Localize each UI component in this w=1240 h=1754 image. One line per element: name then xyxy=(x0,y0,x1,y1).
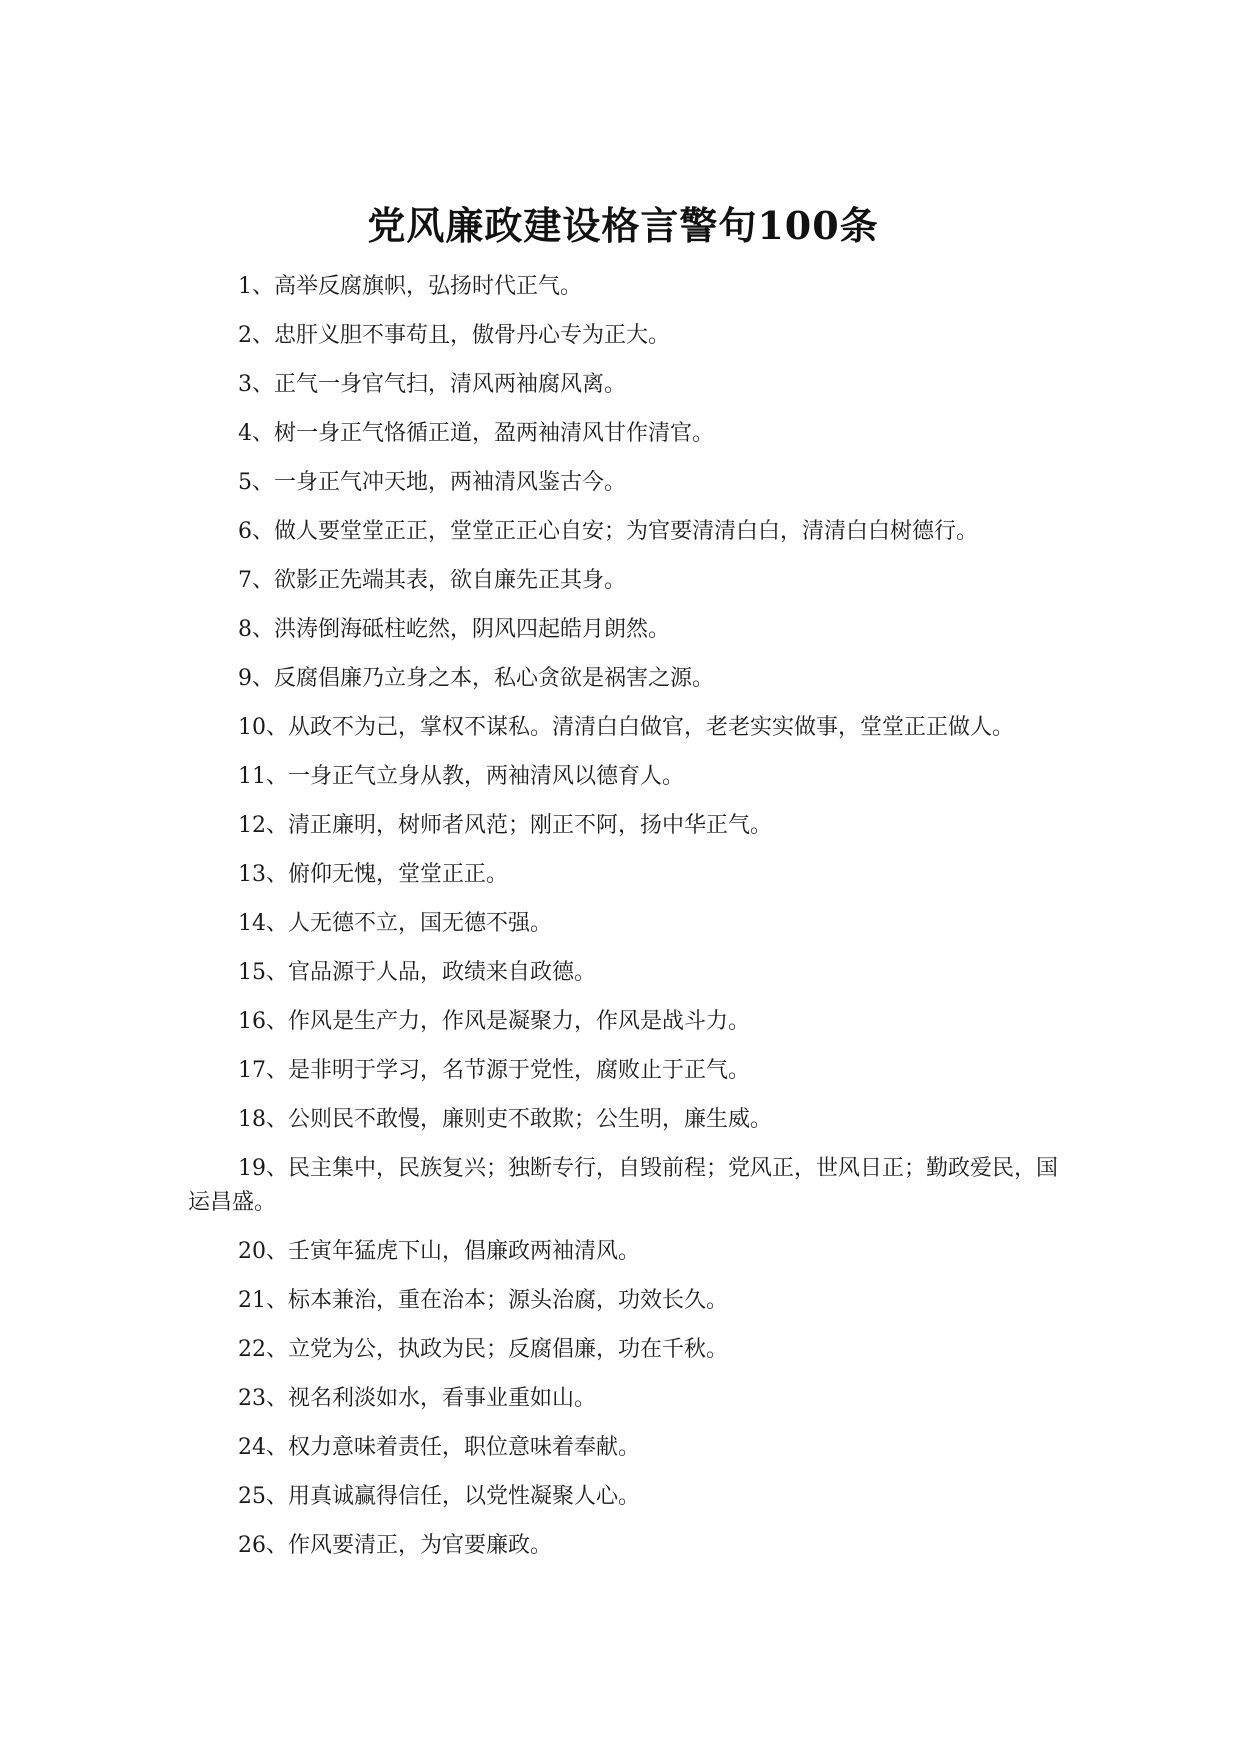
maxim-item: 25、用真诚赢得信任，以党性凝聚人心。 xyxy=(238,1484,640,1509)
maxim-item: 7、欲影正先端其表，欲自廉先正其身。 xyxy=(238,568,626,593)
maxim-item: 4、树一身正气恪循正道，盈两袖清风甘作清官。 xyxy=(238,421,714,446)
document-title: 党风廉政建设格言警句100条 xyxy=(367,203,879,248)
maxim-item: 15、官品源于人品，政绩来自政德。 xyxy=(238,960,596,985)
document-page xyxy=(188,200,1058,1578)
maxim-item: 5、一身正气冲天地，两袖清风鉴古今。 xyxy=(238,470,626,495)
maxim-item: 9、反腐倡廉乃立身之本，私心贪欲是祸害之源。 xyxy=(238,666,714,691)
maxim-item: 3、正气一身官气扫，清风两袖腐风离。 xyxy=(238,372,626,397)
maxim-item: 22、立党为公，执政为民；反腐倡廉，功在千秋。 xyxy=(238,1337,728,1362)
maxim-item: 8、洪涛倒海砥柱屹然，阴风四起皓月朗然。 xyxy=(238,617,670,642)
maxim-item: 13、俯仰无愧，堂堂正正。 xyxy=(238,862,508,887)
maxim-item: 23、视名利淡如水，看事业重如山。 xyxy=(238,1386,596,1411)
maxim-item: 19、民主集中，民族复兴；独断专行，自毁前程；党风正，世风日正；勤政爱民，国运昌盛。 xyxy=(188,1156,1058,1215)
maxim-item: 6、做人要堂堂正正，堂堂正正心自安；为官要清清白白，清清白白树德行。 xyxy=(238,519,978,544)
maxim-item: 26、作风要清正，为官要廉政。 xyxy=(238,1533,552,1558)
maxim-item: 1、高举反腐旗帜，弘扬时代正气。 xyxy=(238,274,582,299)
maxim-item: 21、标本兼治，重在治本；源头治腐，功效长久。 xyxy=(238,1288,728,1313)
maxim-item: 14、人无德不立，国无德不强。 xyxy=(238,911,552,936)
maxim-item: 2、忠肝义胆不事苟且，傲骨丹心专为正大。 xyxy=(238,323,670,348)
maxim-item: 12、清正廉明，树师者风范；刚正不阿，扬中华正气。 xyxy=(238,813,772,838)
maxim-item: 16、作风是生产力，作风是凝聚力，作风是战斗力。 xyxy=(238,1009,750,1034)
maxim-item: 18、公则民不敢慢，廉则吏不敢欺；公生明，廉生威。 xyxy=(238,1107,772,1132)
maxim-item: 17、是非明于学习，名节源于党性，腐败止于正气。 xyxy=(238,1058,750,1083)
maxim-item: 11、一身正气立身从教，两袖清风以德育人。 xyxy=(238,764,684,789)
maxim-item: 20、壬寅年猛虎下山，倡廉政两袖清风。 xyxy=(238,1239,640,1264)
maxim-item: 10、从政不为己，掌权不谋私。清清白白做官，老老实实做事，堂堂正正做人。 xyxy=(238,715,1014,740)
maxim-list xyxy=(188,270,1058,1563)
maxim-item: 24、权力意味着责任，职位意味着奉献。 xyxy=(238,1435,640,1460)
